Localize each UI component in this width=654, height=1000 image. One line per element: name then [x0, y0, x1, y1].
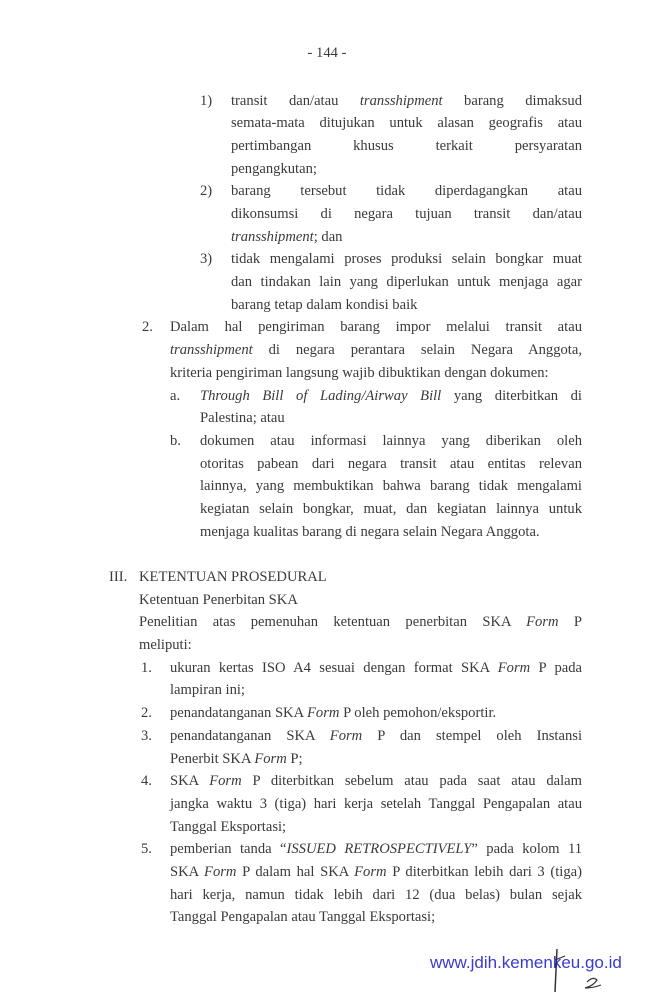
list-number: b.: [170, 432, 181, 449]
text-segment: Tanggal Pengapalan atau Tanggal Eksportasi;: [170, 909, 436, 926]
text-line: [231, 90, 582, 113]
text-line: [231, 135, 582, 158]
text-line: [200, 453, 582, 476]
text-line: [139, 634, 582, 657]
text-segment: penandatanganan SKA: [170, 727, 330, 744]
list-item: [0, 248, 654, 316]
text-segment: Tanggal Eksportasi;: [170, 818, 287, 835]
text-line: [170, 906, 582, 929]
text-segment: yang diterbitkan di: [441, 387, 582, 404]
text-segment: tidak mengalami proses produksi selain bongkar muat: [231, 251, 582, 268]
text-segment: P dan stempel oleh Instansi: [362, 727, 582, 744]
italic-term: Form: [209, 773, 242, 790]
list-item: [0, 838, 654, 929]
text-line: [170, 838, 582, 861]
section-title: KETENTUAN PROSEDURAL: [139, 569, 327, 586]
text-segment: pemberian tanda “: [170, 841, 287, 858]
text-line: [170, 725, 582, 748]
text-line: [170, 770, 582, 793]
item-text: [170, 770, 582, 838]
text-segment: menjaga kualitas barang di negara selain Negara Anggota.: [200, 523, 540, 540]
list-number: 3): [200, 251, 213, 268]
text-segment: P;: [286, 750, 303, 767]
item-text: [139, 611, 582, 656]
list-number: 5.: [141, 841, 152, 858]
page-number: - 144 -: [307, 45, 347, 61]
italic-term: transshipment: [359, 92, 443, 109]
text-segment: P oleh pemohon/eksportir.: [339, 705, 497, 722]
text-segment: Penelitian atas pemenuhan ketentuan penerbitan SKA: [139, 614, 527, 631]
text-line: [200, 521, 582, 544]
text-line: [200, 475, 582, 498]
list-item: [0, 770, 654, 838]
italic-term: Form: [329, 727, 363, 744]
text-segment: jangka waktu 3 (tiga) hari kerja setelah Tanggal Pengapalan atau: [170, 795, 582, 812]
text-segment: P diterbitkan sebelum atau pada saat atau dalam: [241, 773, 583, 790]
text-segment: ukuran kertas ISO A4 sesuai dengan format SKA: [170, 659, 498, 676]
text-segment: penandatanganan SKA: [170, 705, 307, 722]
item-text: [231, 90, 582, 181]
text-line: [170, 884, 582, 907]
text-segment: kegiatan selain bongkar, muat, dan kegiatan lainnya untuk: [200, 500, 582, 517]
text-segment: kriteria pengiriman langsung wajib dibuktikan dengan dokumen:: [170, 364, 549, 381]
text-segment: pertimbangan khusus terkait persyaratan: [231, 137, 582, 154]
list-item: [0, 90, 654, 181]
text-segment: ; dan: [313, 228, 343, 245]
text-line: [170, 339, 582, 362]
text-line: [139, 611, 582, 634]
initial-signature-icon: [545, 944, 605, 994]
text-segment: otoritas pabean dari negara transit atau entitas relevan: [200, 455, 582, 472]
text-segment: transit dan/atau: [231, 92, 360, 109]
footer-url[interactable]: www.jdih.kemenkeu.go.id: [430, 953, 622, 972]
text-line: [170, 316, 582, 339]
text-line: [170, 362, 582, 385]
text-line: [170, 861, 582, 884]
italic-term: Form: [497, 659, 531, 676]
item-text: [200, 385, 582, 430]
list-number: 4.: [141, 773, 152, 790]
list-item: [0, 725, 654, 770]
item-text: [231, 248, 582, 316]
list-item: [0, 702, 654, 725]
list-item: [0, 316, 654, 384]
italic-term: transshipment: [231, 228, 314, 245]
italic-term: Form: [306, 705, 340, 722]
text-segment: barang dimaksud: [442, 92, 582, 109]
text-line: [170, 679, 582, 702]
text-segment: di negara perantara selain Negara Anggota,: [252, 342, 582, 359]
intro-paragraph: [0, 611, 654, 656]
list-number: 2.: [142, 319, 153, 336]
section-number: III.: [109, 569, 128, 586]
document-body: [0, 90, 654, 929]
text-line: [170, 657, 582, 680]
item-text: [170, 702, 582, 725]
item-text: [170, 657, 582, 702]
text-line: [231, 271, 582, 294]
text-segment: Palestina; atau: [200, 410, 285, 427]
text-line: [231, 226, 582, 249]
text-segment: pengangkutan;: [231, 160, 317, 177]
list-item: [0, 430, 654, 543]
text-segment: SKA: [170, 863, 205, 880]
item-text: [231, 180, 582, 248]
list-item: [0, 657, 654, 702]
list-number: 2): [200, 183, 213, 200]
text-segment: P diterbitkan lebih dari 3 (tiga): [386, 863, 582, 880]
text-line: [200, 407, 582, 430]
text-line: [231, 180, 582, 203]
text-segment: dikonsumsi di negara tujuan transit dan/atau: [231, 206, 582, 223]
text-line: [170, 816, 582, 839]
text-segment: dan tindakan lain yang diperlukan untuk menjaga agar: [231, 274, 582, 291]
list-number: 1.: [141, 659, 152, 676]
item-text: [170, 725, 582, 770]
list-number: 2.: [141, 705, 152, 722]
text-line: [170, 793, 582, 816]
text-segment: barang tetap dalam kondisi baik: [231, 296, 418, 313]
italic-term: ISSUED RETROSPECTIVELY: [286, 841, 472, 858]
text-segment: lampiran ini;: [170, 682, 245, 699]
text-line: [231, 158, 582, 181]
italic-term: Form: [204, 863, 237, 880]
text-line: [200, 498, 582, 521]
text-line: [231, 203, 582, 226]
text-segment: P pada: [530, 659, 582, 676]
text-segment: Dalam hal pengiriman barang impor melalui transit atau: [170, 319, 582, 336]
text-line: [200, 430, 582, 453]
text-segment: lainnya, yang membuktikan bahwa barang tidak mengalami: [200, 478, 582, 495]
item-text: [170, 316, 582, 384]
list-item: [0, 180, 654, 248]
list-item: [0, 385, 654, 430]
list-number: a.: [170, 387, 181, 404]
section-subtitle: Ketentuan Penerbitan SKA: [139, 591, 298, 608]
list-number: 1): [200, 92, 213, 109]
text-segment: SKA: [170, 773, 210, 790]
section-heading: [0, 566, 654, 589]
text-segment: barang tersebut tidak diperdagangkan atau: [231, 183, 582, 200]
italic-term: transshipment: [170, 342, 253, 359]
item-text: [200, 430, 582, 543]
text-line: [200, 385, 582, 408]
italic-term: Form: [354, 863, 387, 880]
italic-term: Form: [526, 614, 559, 631]
text-segment: meliputi:: [139, 637, 192, 654]
text-line: [170, 702, 582, 725]
text-segment: P dalam hal SKA: [236, 863, 355, 880]
item-text: [170, 838, 582, 929]
text-segment: P: [558, 614, 582, 631]
section-subtitle-block: [0, 589, 654, 612]
list-number: 3.: [141, 727, 152, 744]
text-segment: Penerbit SKA: [170, 750, 255, 767]
text-line: [231, 294, 582, 317]
text-line: [231, 112, 582, 135]
text-line: [170, 748, 582, 771]
italic-term: Through Bill of Lading/Airway Bill: [200, 387, 442, 404]
italic-term: Form: [254, 750, 287, 767]
text-segment: hari kerja, namun tidak lebih dari 12 (dua belas) bulan sejak: [170, 886, 582, 903]
text-line: [231, 248, 582, 271]
text-segment: ” pada kolom 11: [471, 841, 582, 858]
text-segment: dokumen atau informasi lainnya yang diberikan oleh: [200, 432, 582, 449]
text-segment: semata-mata ditujukan untuk alasan geografis atau: [231, 115, 582, 132]
